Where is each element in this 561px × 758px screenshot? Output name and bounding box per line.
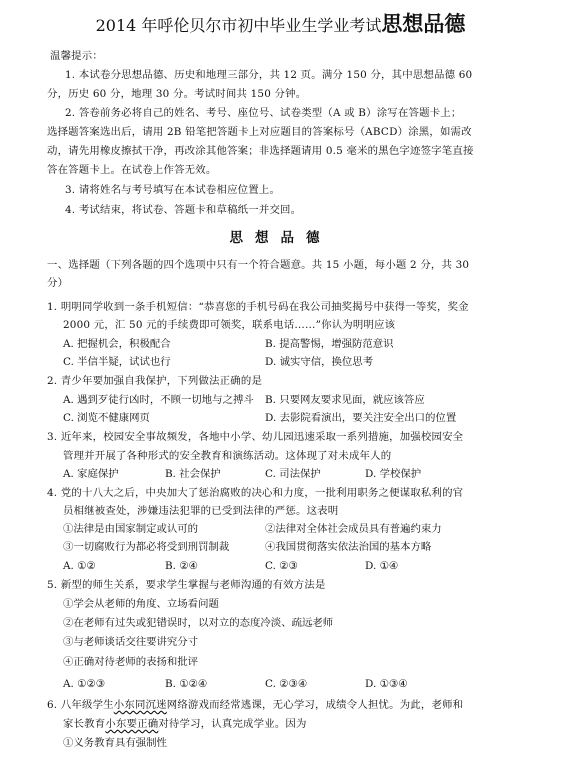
q5-statement-3: ③与老师谈话交往要讲究分寸 <box>63 636 199 648</box>
exam-title <box>0 8 561 38</box>
q6-stem-cont-post: 对待学习，认真完成学业。因为 <box>158 718 307 730</box>
notice-line-3: 2. 答卷前务必将自己的姓名、考号、座位号、试卷类型（A 或 B）涂写在答题卡上； <box>65 107 462 119</box>
q1-option-b: B. 提高警惕，增强防范意识 <box>265 338 394 350</box>
q4-statement-2: ②法律对全体社会成员具有普遍约束力 <box>265 523 442 535</box>
section-title: 思想品德 <box>229 230 332 246</box>
q6-stem <box>47 698 463 712</box>
q4-stem-cont: 员相继被查处，涉嫌违法犯罪的已受到法律的严惩。这表明 <box>63 505 339 517</box>
q6-stem-underlined: 小东同沉迷 <box>113 699 167 711</box>
notice-line-2: 分，历史 60 分，地理 30 分。考试时间共 150 分钟。 <box>47 88 307 100</box>
q6-stem-pre: 6. 八年级学生 <box>47 699 114 711</box>
q5-stem: 5. 新型的师生关系，要求学生掌握与老师沟通的有效方法是 <box>47 579 326 591</box>
notice-line-6: 答在答题卡上。在试卷上作答无效。 <box>47 164 217 176</box>
exam-title-subject: 思想品德 <box>381 12 466 36</box>
notice-line-7: 3. 请将姓名与考号填写在本试卷相应位置上。 <box>65 184 281 196</box>
q6-stem-post: 网络游戏而经常逃课，无心学习，成绩令人担忧。为此，老师和 <box>166 699 464 711</box>
q1-stem-cont: 2000 元，汇 50 元的手续费即可领奖，联系电话……”你认为明明应该 <box>63 319 396 331</box>
q3-option-b: B. 社会保护 <box>165 468 221 480</box>
q5-statement-1: ①学会从老师的角度、立场看问题 <box>63 598 219 610</box>
q6-stem-cont <box>63 717 307 731</box>
notice-heading: 温馨提示： <box>50 50 103 62</box>
q2-stem: 2. 青少年要加强自我保护，下列做法正确的是 <box>47 375 263 387</box>
q1-option-a: A. 把握机会，积极配合 <box>63 338 171 350</box>
q3-stem-cont: 管理并开展了各种形式的安全教育和演练活动。这体现了对未成年人的 <box>63 450 392 462</box>
notice-line-5: 动，请先用橡皮擦拭干净，再改涂其他答案；非选择题请用 0.5 毫米的黑色字迹签字笔直接 <box>47 145 474 157</box>
q5-option-d: D. ①③④ <box>365 678 408 690</box>
q3-option-a: A. 家庭保护 <box>63 468 119 480</box>
q1-option-c: C. 半信半疑，试试也行 <box>63 356 171 368</box>
q2-option-b: B. 只要网友要求见面，就应该答应 <box>265 394 425 406</box>
q4-stem: 4. 党的十八大之后，中央加大了惩治腐败的决心和力度，一批利用职务之便谋取私利的官 <box>47 487 464 499</box>
q5-statement-2: ②在老师有过失或犯错误时，以对立的态度冷淡、疏远老师 <box>63 617 334 629</box>
q6-statement-1: ①义务教育具有强制性 <box>63 737 167 749</box>
q2-option-c: C. 浏览不健康网页 <box>63 412 150 424</box>
notice-line-8: 4. 考试结束，将试卷、答题卡和草稿纸一并交回。 <box>65 204 302 216</box>
q4-option-d: D. ①④ <box>365 560 399 572</box>
q3-option-c: C. 司法保护 <box>265 468 321 480</box>
q4-statement-4: ④我国贯彻落实依法治国的基本方略 <box>265 541 432 553</box>
q3-stem: 3. 近年来，校园安全事故频发，各地中小学、幼儿园迅速采取一系列措施，加强校园安全 <box>47 431 464 443</box>
q4-option-c: C. ②③ <box>265 560 298 572</box>
q6-stem-cont-underlined: 小东要正确 <box>105 718 159 730</box>
q6-stem-cont-pre: 家长教育 <box>63 718 106 730</box>
q4-statement-3: ③一切腐败行为都必将受到刑罚制裁 <box>63 541 230 553</box>
q5-option-c: C. ②③④ <box>265 678 308 690</box>
q3-option-d: D. 学校保护 <box>365 468 422 480</box>
q1-option-d: D. 诚实守信，换位思考 <box>265 356 374 368</box>
q4-option-b: B. ②④ <box>165 560 198 572</box>
q2-option-d: D. 去影院看演出，要关注安全出口的位置 <box>265 412 457 424</box>
part1-heading-cont: 分） <box>47 277 69 289</box>
notice-line-4: 选择题答案选出后，请用 2B 铅笔把答题卡上对应题目的答案标号（ABCD）涂黑，如需改 <box>47 126 472 138</box>
q2-option-a: A. 遇到歹徒行凶时，不顾一切地与之搏斗 <box>63 394 254 406</box>
q4-option-a: A. ①② <box>63 560 96 572</box>
notice-line-1: 1. 本试卷分思想品德、历史和地理三部分，共 12 页。满分 150 分，其中思想品德 60 <box>65 69 473 81</box>
q5-statement-4: ④正确对待老师的表扬和批评 <box>63 656 199 668</box>
q4-statement-1: ①法律是由国家制定或认可的 <box>63 523 199 535</box>
q5-option-a: A. ①②③ <box>63 678 106 690</box>
exam-title-main: 2014 年呼伦贝尔市初中毕业生学业考试 <box>95 16 382 35</box>
part1-heading: 一、选择题（下列各题的四个选项中只有一个符合题意。共 15 小题，每小题 2 分，共 30 <box>47 259 470 271</box>
q5-option-b: B. ①②④ <box>165 678 208 690</box>
q1-stem: 1. 明明同学收到一条手机短信：“恭喜您的手机号码在我公司抽奖揭号中获得一等奖，奖金 <box>47 301 469 313</box>
